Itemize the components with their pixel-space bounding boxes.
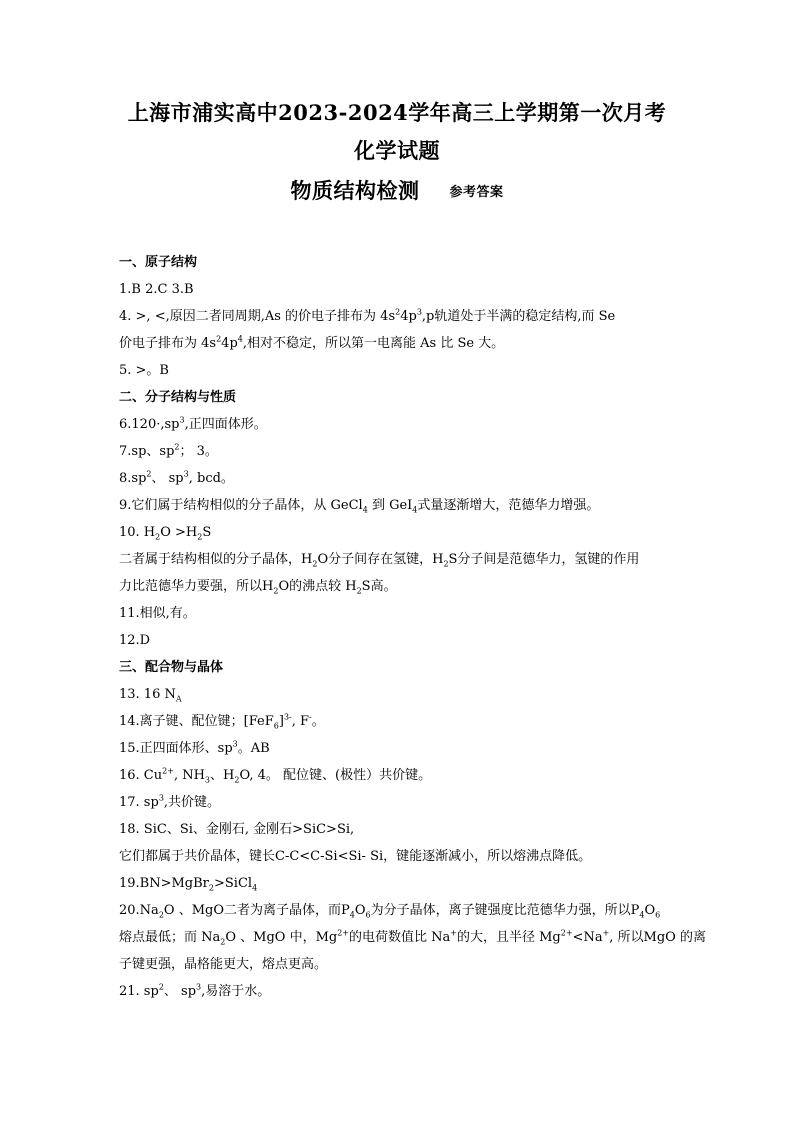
answer-12: 12.D xyxy=(119,633,151,648)
answer-14-text: 14.离子键、配位键；[FeF xyxy=(119,714,274,729)
answer-17-text: 17. sp xyxy=(119,795,159,810)
answer-21-text: 21. sp xyxy=(119,984,159,999)
answer-7 xyxy=(119,438,689,465)
superscript: 3 xyxy=(232,739,238,749)
answer-17-text: ,共价键。 xyxy=(163,795,221,810)
section-heading-atomic-structure: 一、原子结构 xyxy=(119,255,198,270)
answer-20-text: O xyxy=(354,903,366,918)
answer-10-explanation xyxy=(119,546,689,573)
answer-20-text: 的电荷数值比 Na xyxy=(349,930,451,945)
answer-20-conclusion: 子键更强，晶格能更大，熔点更高。 xyxy=(119,957,328,972)
answer-body xyxy=(119,249,706,1005)
answer-20-text: <Na xyxy=(572,930,603,945)
subscript: 4 xyxy=(639,910,645,920)
superscript: 3 xyxy=(416,307,422,317)
superscript: 2+ xyxy=(337,928,350,938)
superscript: - xyxy=(309,712,312,722)
answer-20-text: , 所以MgO 的离 xyxy=(609,930,706,945)
answer-4-text: 4p xyxy=(400,309,417,324)
superscript: 3 xyxy=(183,469,189,479)
answer-6 xyxy=(119,411,689,438)
answer-10-explanation-continued xyxy=(119,573,689,600)
answer-19-text: 19.BN>MgBr xyxy=(119,876,209,891)
subscript: 2 xyxy=(208,883,214,893)
subscript: 4 xyxy=(412,505,418,515)
subscript: 4 xyxy=(349,910,355,920)
answer-13-text: 13. 16 N xyxy=(119,687,176,702)
answer-20-text: 20.Na xyxy=(119,903,159,918)
subscript: 4 xyxy=(362,505,368,515)
answer-15-text: 15.正四面体形、sp xyxy=(119,741,233,756)
answer-20-text: 的大，且半径 Mg xyxy=(456,930,561,945)
answer-10 xyxy=(119,519,689,546)
answer-16-text: O, 4。 配位键、(极性）共价键。 xyxy=(239,768,432,783)
subscript: 2 xyxy=(197,532,203,542)
answer-20-text: O 、MgO二者为离子晶体，而P xyxy=(163,903,350,918)
superscript: 2 xyxy=(174,442,180,452)
subscript: 2 xyxy=(273,586,279,596)
answer-9-text: 到 GeI xyxy=(367,498,413,513)
answer-10-text: O >H xyxy=(160,525,198,540)
answer-19-text: >SiCl xyxy=(214,876,253,891)
section-heading-molecular-structure: 二、分子结构与性质 xyxy=(119,390,237,405)
answer-9 xyxy=(119,492,689,519)
answer-10-text: S高。 xyxy=(361,579,397,594)
subscript: 6 xyxy=(655,910,661,920)
subscript: 2 xyxy=(234,775,240,785)
answer-10-text: 10. H xyxy=(119,525,156,540)
answer-20-text: 熔点最低；而 Na xyxy=(119,930,221,945)
answer-11: 11.相似,有。 xyxy=(119,606,196,621)
answer-19 xyxy=(119,870,689,897)
superscript: 3- xyxy=(283,712,292,722)
answer-14-text: ] xyxy=(278,714,284,729)
answer-8 xyxy=(119,465,689,492)
answer-10-text: 二者属于结构相似的分子晶体，H xyxy=(119,552,313,567)
subscript: 2 xyxy=(220,937,226,947)
answer-20-text: O 、MgO 中，Mg xyxy=(225,930,338,945)
document-title: 上海市浦实高中2023-2024学年高三上学期第一次月考 xyxy=(127,100,667,125)
answer-4-text: 4p xyxy=(221,336,238,351)
subscript: 2 xyxy=(443,559,449,569)
subscript: 3 xyxy=(204,775,211,785)
answer-17 xyxy=(119,789,689,816)
answer-16-text: 、H xyxy=(210,768,235,783)
answer-14 xyxy=(119,708,689,735)
answer-14-text: , F xyxy=(291,714,310,729)
answer-1-3: 1.B 2.C 3.B xyxy=(119,282,194,297)
answer-13 xyxy=(119,681,689,708)
superscript: 2 xyxy=(158,982,164,992)
answer-15-text: 。AB xyxy=(237,741,270,756)
answer-10-text: S分子间是范德华力，氢键的作用 xyxy=(448,552,640,567)
answer-18-explanation: 它们都属于共价晶体，键长C-C<C-Si<Si- Si，键能逐渐减小，所以熔沸点降低。 xyxy=(119,849,592,864)
answer-15 xyxy=(119,735,689,762)
section-heading-complexes-crystals: 三、配合物与晶体 xyxy=(119,660,224,675)
answer-10-text: 力比范德华力要强，所以H xyxy=(119,579,274,594)
subscript: 2 xyxy=(155,532,161,542)
superscript: 3 xyxy=(196,982,202,992)
answer-10-text: O的沸点较 H xyxy=(278,579,357,594)
answer-16-text: 16. Cu xyxy=(119,768,163,783)
answer-8-text: 8.sp xyxy=(119,471,147,486)
answer-4-text: 价电子排布为 4s xyxy=(119,336,217,351)
answer-4-text: 4. >, <,原因二者同周期,As 的价电子排布为 4s xyxy=(119,309,396,324)
answer-8-text: , bcd。 xyxy=(188,471,234,486)
answer-18: 18. SiC、Si、金刚石, 金刚石>SiC>Si, xyxy=(119,822,355,837)
answer-20 xyxy=(119,897,689,924)
answer-4-text: ,相对不稳定，所以第一电离能 As 比 Se 大。 xyxy=(242,336,505,351)
answer-7-text: ； 3。 xyxy=(179,444,218,459)
answer-6-text: 6.120·,sp xyxy=(119,417,180,432)
answer-8-text: 、 sp xyxy=(151,471,184,486)
answer-4-text: ,p轨道处于半满的稳定结构,而 Se xyxy=(421,309,616,324)
subscript: 2 xyxy=(312,559,318,569)
answer-9-text: 9.它们属于结构相似的分子晶体，从 GeCl xyxy=(119,498,363,513)
answer-7-text: 7.sp、sp xyxy=(119,444,175,459)
answer-10-text: S xyxy=(202,525,212,540)
answer-20-text: 为分子晶体，离子键强度比范德华力强，所以P xyxy=(370,903,640,918)
answer-9-text: 式量逐渐增大，范德华力增强。 xyxy=(417,498,600,513)
superscript: 3 xyxy=(158,793,164,803)
answer-21-text: 、 sp xyxy=(163,984,197,999)
superscript: + xyxy=(450,928,457,938)
subscript: 2 xyxy=(356,586,362,596)
superscript: 4 xyxy=(237,334,243,344)
answer-14-text: 。 xyxy=(311,714,325,729)
answer-16 xyxy=(119,762,689,789)
superscript: 2 xyxy=(146,469,152,479)
answer-16-text: , NH xyxy=(173,768,205,783)
subscript: 6 xyxy=(365,910,371,920)
answer-21 xyxy=(119,978,689,1005)
subscript: A xyxy=(175,694,182,704)
subscript: 4 xyxy=(252,883,258,893)
superscript: + xyxy=(602,928,610,938)
answer-21-text: ,易溶于水。 xyxy=(201,984,271,999)
superscript: 2+ xyxy=(162,766,174,776)
superscript: 3 xyxy=(179,415,185,425)
answer-key-note: 参考答案 xyxy=(449,185,504,200)
subtitle-text: 物质结构检测 xyxy=(290,178,420,203)
answer-4-continued xyxy=(119,330,689,357)
superscript: 2 xyxy=(216,334,222,344)
answer-4 xyxy=(119,303,689,330)
superscript: 2 xyxy=(395,307,401,317)
answer-10-text: O分子间存在氢键，H xyxy=(317,552,444,567)
document-subtitle xyxy=(0,175,794,205)
answer-6-text: ,正四面体形。 xyxy=(184,417,267,432)
document-subject: 化学试题 xyxy=(354,138,440,163)
subscript: 2 xyxy=(158,910,164,920)
answer-5: 5. >。B xyxy=(119,363,169,378)
superscript: 2+ xyxy=(560,928,573,938)
subscript: 6 xyxy=(273,721,279,731)
answer-20-text: O xyxy=(644,903,656,918)
answer-20-continued xyxy=(119,924,706,951)
